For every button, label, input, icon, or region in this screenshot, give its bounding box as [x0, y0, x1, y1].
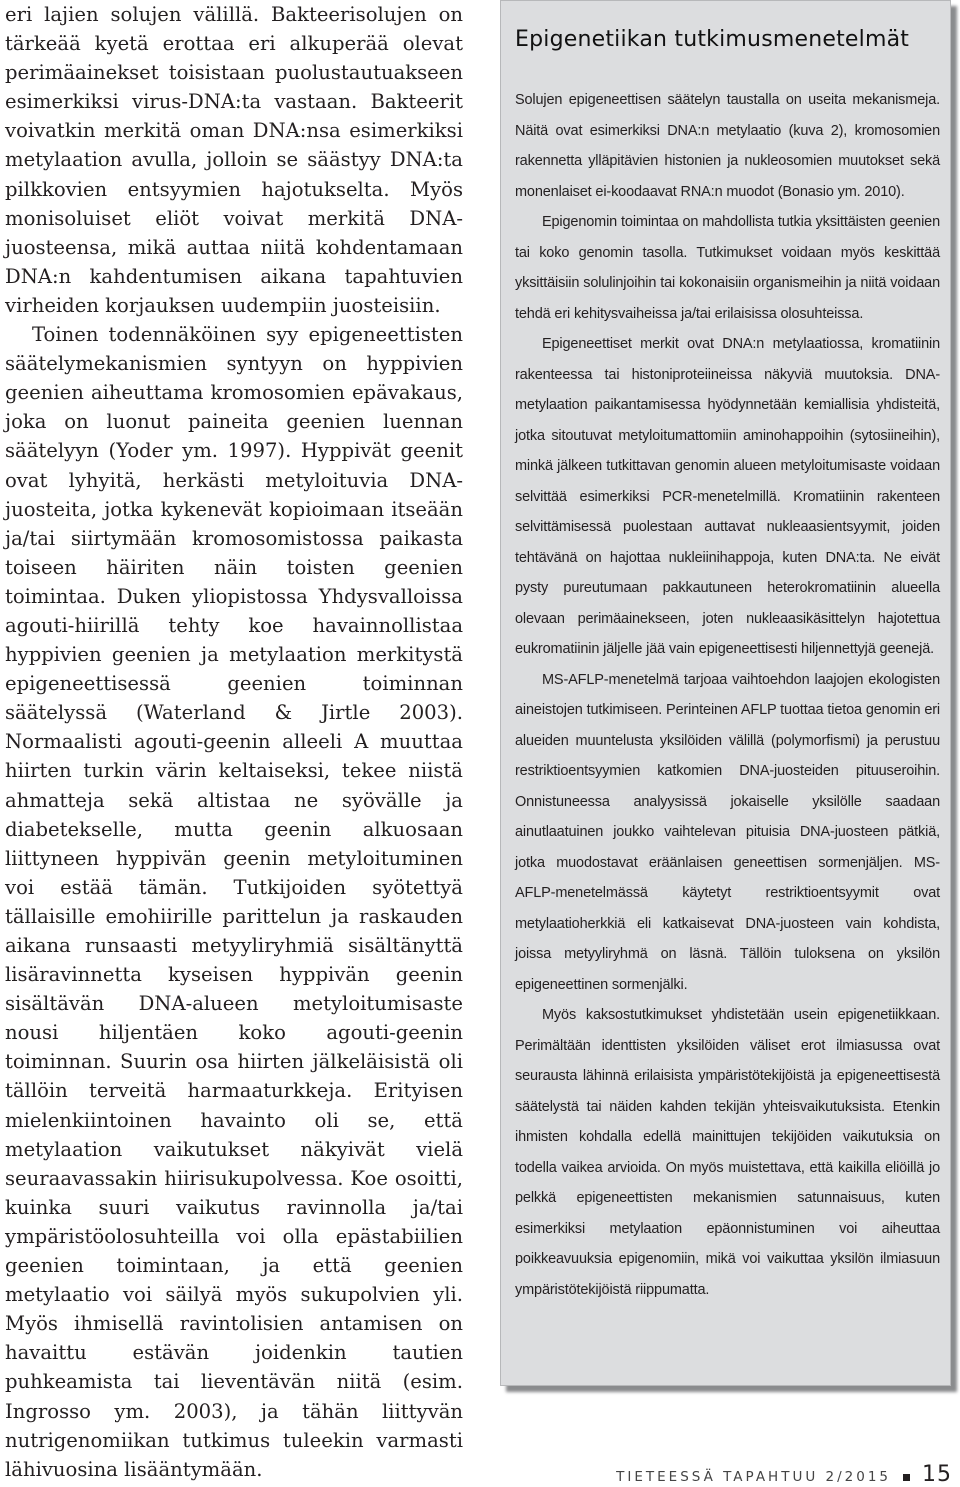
sidebar-box-body — [515, 85, 940, 1305]
page-footer — [616, 1462, 952, 1487]
paragraph-1: eri lajien solujen välillä. Bakteerisolujen on tärkeää kyetä erottaa eri alkuperää olevat perimäainekset toisistaan puolustautuakseen esimerkiksi virus-DNA:ta vastaan. Bakteerit voivatkin merkitä oman DNA:nsa esimerkiksi metylaation avulla, jolloin se säästyy DNA:ta pilkkovien entsyymien hajotukselta. Myös monisoluiset eliöt voivat merkitä DNA-juosteensa, mikä auttaa niitä kohdentamaan DNA:n kahdentumisen aikana tapahtuvien virheiden korjauksen uudempiin juosteisiin. — [5, 3, 463, 317]
sidebar-paragraph-2: Epigenomin toimintaa on mahdollista tutkia yksittäisten geenien tai koko genomin tasolla. Tutkimukset voidaan myös keskittää yksittäisiin solulinjoihin tai kokonaisiin organismeihin ja niitä voidaan tehdä eri kehitysvaiheissa ja/tai erilaisissa olosuhteissa. — [515, 214, 940, 322]
sidebar-box-title: Epigenetiikan tutkimusmenetelmät — [515, 27, 910, 52]
sidebar-paragraph-4: MS-AFLP-menetelmä tarjoaa vaihtoehdon laajojen ekologisten aineistojen tutkimiseen. Perinteinen AFLP tuottaa tietoa genomin eri alueiden muuntelusta yksilöiden välillä (polymorfismi) ja perustuu restriktioentsyymien katkomien DNA-juosteiden pituuseroihin. Onnistuneessa analyysissä jokaiselle yksilölle saadaan ainutlaatuinen joukko vaihtelevan pituisia DNA-juosteen pätkiä, jotka muodostavat eräänlaisen geneettisen sormenjäljen. MS-AFLP-menetelmässä käytetyt restriktioentsyymit ovat metylaatioherkkiä eli katkaisevat DNA-juosteen vain kohdista, joissa metyyliryhmä on läsnä. Tällöin tuloksena on yksilön epigeneettinen sormenjälki. — [515, 671, 940, 993]
page-number: 15 — [922, 1462, 952, 1487]
sidebar-paragraph-3: Epigeneettiset merkit ovat DNA:n metylaatiossa, kromatiinin rakenteessa tai histoniproteiineissa näkyviä muutoksia. DNA-metylaation paikantamisessa hyödynnetään kemiallisia yhdisteitä, jotka sitoutuvat metyloitumattomiin aminohappoihin (sytosiineihin), minkä jälkeen tutkittavan genomin alueen metyloitumisaste voidaan selvittää esimerkiksi PCR-menetelmillä. Kromatiinin rakenteen selvittämisessä puolestaan auttavat nukleaasientsyymit, joiden tehtävänä on hajottaa nukleiinihappoja, kuten DNA:ta. Ne eivät pysty pureutumaan pakkautuneen heterokromatiinin alueella olevaan perimäainekseen, joten nukleaasikäsittelyn hajotettua eukromatiinin jäljelle jää vain epigeneettisesti hiljennettyjä geenejä. — [515, 336, 940, 657]
sidebar-paragraph-1: Solujen epigeneettisen säätelyn taustalla on useita mekanismeja. Näitä ovat esimerkiksi DNA:n metylaatio (kuva 2), kromosomien rakennetta ylläpitävien histonien ja nukleosomien muutokset sekä monenlaiset ei-koodaavat RNA:n muodot (Bonasio ym. 2010). — [515, 92, 940, 200]
sidebar-paragraph-5: Myös kaksostutkimukset yhdistetään usein epigenetiikkaan. Perimältään identtisten yksilöiden väliset erot ilmiasussa ovat seurausta lähinnä erilaisista ympäristötekijöistä ja epigeneettisestä säätelystä tai näiden kahden tekijän yhteisvaikutuksista. Etenkin ihmisten kohdalla edellä mainittujen tekijöiden vaikutuksia on todella vaikea arvioida. On myös muistettava, että kaikilla eliöillä jo pelkkä epigeneettisten mekanismien satunnaisuus, kuten esimerkiksi metylaation epäonnistuminen voi aiheuttaa poikkeavuuksia epigenomiin, mikä voi vaikuttaa yksilön ilmiasuun ympäristötekijöistä riippumatta. — [515, 1007, 940, 1298]
paragraph-2: Toinen todennäköinen syy epigeneettisten säätelymekanismien syntyyn on hyppivien geenien aiheuttama kromosomien epävakaus, joka on luonut paineita geenien luennan säätelyyn (Yoder ym. 1997). Hyppivät geenit ovat lyhyitä, herkästi metyloituvia DNA-juosteita, jotka kykenevät kopioimaan itseään ja/tai siirtymään kromosomistossa paikasta toiseen häiriten näin toisten geenien toimintaa. Duken yliopistossa Yhdysvalloissa agouti-hiirillä tehty koe havainnollistaa hyppivien geenien ja metylaation merkitystä epigeneettisessä geenien toiminnan säätelyssä (Waterland & Jirtle 2003). Normaalisti agouti-geenin alleeli A muuttaa hiirten turkin värin keltaiseksi, tekee niistä ahmatteja sekä altistaa ne syövälle ja diabetekselle, mutta geenin alkuosaan liittyneen hyppivän geenin metyloituminen voi estää tämän. Tutkijoiden syötettyä tällaisille emohiirille parittelun ja raskauden aikana runsaasti metyyliryhmiä sisältänyttä lisäravinnetta kyseisen hyppivän geenin sisältävän DNA-alueen metyloitumisaste nousi hiljentäen koko agouti-geenin toiminnan. Suurin osa hiirten jälkeläisistä oli tällöin terveitä harmaaturkkeja. Erityisen mielenkiintoinen havainto oli se, että metylaation vaikutukset näkyivät vielä seuraavassakin hiirisukupolvessa. Koe osoitti, kuinka suuri vaikutus ravinnolla ja/tai ympäristöolosuhteilla voi olla epästabiilien geenien toimintaan, ja että geenien metylaatio voi säilyä myös sukupolvien yli. Myös ihmisellä ravintolisien antamisen on havaittu estävän joidenkin tautien puhkeamista tai lieventävän niitä (esim. Ingrosso ym. 2003), ja tähän liittyvän nutrigenomiikan tutkimus tuleekin varmasti lähivuosina lisääntymään. — [5, 323, 463, 1481]
main-text-column — [5, 0, 463, 1484]
sidebar-box — [500, 0, 951, 1386]
journal-name: TIETEESSÄ TAPAHTUU 2/2015 — [616, 1469, 891, 1485]
square-separator-icon — [903, 1474, 910, 1481]
